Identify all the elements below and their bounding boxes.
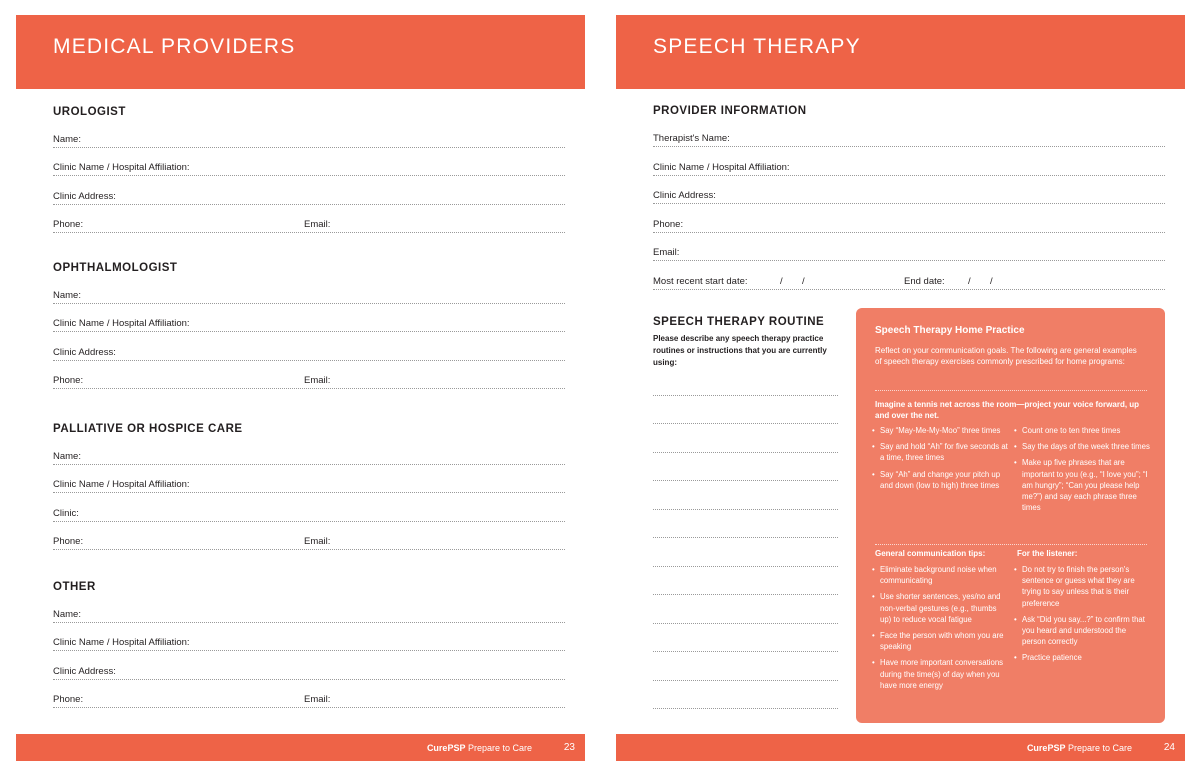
listener-list — [1014, 564, 1152, 669]
field-label: Name: — [53, 134, 81, 145]
therapist-name-field[interactable] — [653, 132, 1165, 147]
clinic-address-field[interactable] — [53, 190, 565, 205]
listener-heading: For the listener: — [1017, 549, 1078, 558]
clinic-address-field[interactable] — [53, 346, 565, 361]
email-field[interactable] — [653, 246, 1165, 261]
clinic-address-field[interactable] — [653, 189, 1165, 204]
phone-field[interactable] — [653, 218, 1165, 233]
list-item: • Use shorter sentences, yes/no and non-verbal gestures (e.g., thumbs up) to reduce vocal fatigue — [872, 591, 1008, 625]
phone-email-field[interactable] — [53, 693, 565, 708]
routine-answer-line[interactable] — [653, 566, 838, 567]
list-item: • Ask “Did you say...?” to confirm that you heard and understood the person correctly — [1014, 614, 1152, 648]
routine-answer-line[interactable] — [653, 509, 838, 510]
page-footer — [616, 734, 1185, 761]
name-field[interactable] — [53, 450, 565, 465]
routine-answer-line[interactable] — [653, 623, 838, 624]
field-label: Name: — [53, 451, 81, 462]
name-field[interactable] — [53, 608, 565, 623]
routine-answer-line[interactable] — [653, 480, 838, 481]
divider — [875, 390, 1147, 391]
field-label: Clinic Name / Hospital Affiliation: — [53, 637, 190, 648]
field-label: Phone: — [53, 219, 84, 230]
left-page — [16, 15, 585, 761]
list-item: • Have more important conversations during the time(s) of day when you have more energy — [872, 657, 1008, 691]
section-heading-routine: SPEECH THERAPY ROUTINE — [653, 316, 825, 328]
date-range-field[interactable] — [653, 275, 1165, 290]
list-item: • Count one to ten three times — [1014, 425, 1152, 436]
field-label: Phone: — [53, 694, 84, 705]
exercise-list-left — [872, 425, 1008, 496]
section-heading-urologist: UROLOGIST — [53, 106, 126, 118]
routine-answer-line[interactable] — [653, 537, 838, 538]
right-page — [616, 15, 1185, 761]
name-field[interactable] — [53, 133, 565, 148]
field-label: Phone: — [53, 536, 84, 547]
end-date-label: End date: — [904, 276, 945, 287]
tips-list — [872, 564, 1008, 696]
field-label: Clinic Address: — [653, 190, 716, 201]
field-label: Phone: — [653, 219, 684, 230]
section-heading-other: OTHER — [53, 581, 96, 593]
practice-intro: Reflect on your communication goals. The following are general examples of speech therapy exercises commonly prescribed for home programs: — [875, 346, 1137, 366]
clinic-field[interactable] — [53, 507, 565, 522]
footer-brand-suffix: Prepare to Care — [1065, 743, 1132, 753]
practice-title: Speech Therapy Home Practice — [875, 325, 1025, 336]
routine-answer-line[interactable] — [653, 452, 838, 453]
field-label: Phone: — [53, 375, 84, 386]
routine-answer-line[interactable] — [653, 395, 838, 396]
email-label: Email: — [304, 694, 331, 705]
section-heading-palliative: PALLIATIVE OR HOSPICE CARE — [53, 423, 243, 435]
field-label: Name: — [53, 609, 81, 620]
routine-answer-line[interactable] — [653, 594, 838, 595]
field-label: Name: — [53, 290, 81, 301]
footer-brand-suffix: Prepare to Care — [465, 743, 532, 753]
footer-brand-name: CurePSP — [426, 743, 466, 753]
list-item: • Practice patience — [1014, 652, 1152, 663]
routine-answer-line[interactable] — [653, 680, 838, 681]
list-item: • Do not try to finish the person's sentence or guess what they are trying to say unless that is their preference — [1014, 564, 1152, 609]
list-item: • Eliminate background noise when communicating — [872, 564, 1008, 586]
clinic-affiliation-field[interactable] — [53, 636, 565, 651]
page-number: 23 — [563, 742, 575, 753]
phone-email-field[interactable] — [53, 535, 565, 550]
routine-answer-line[interactable] — [653, 651, 838, 652]
routine-description: Please describe any speech therapy practice routines or instructions that you are currently using: — [653, 334, 827, 367]
list-item: • Say the days of the week three times — [1014, 441, 1152, 452]
phone-email-field[interactable] — [53, 374, 565, 389]
field-label: Clinic Name / Hospital Affiliation: — [653, 162, 790, 173]
field-label: Clinic: — [53, 508, 79, 519]
practice-subheading: Imagine a tennis net across the room—project your voice forward, up and over the net. — [875, 400, 1140, 420]
clinic-affiliation-field[interactable] — [53, 478, 565, 493]
field-label: Clinic Name / Hospital Affiliation: — [53, 479, 190, 490]
page-title: SPEECH THERAPY — [653, 35, 861, 58]
phone-email-field[interactable] — [53, 218, 565, 233]
section-heading-provider-info: PROVIDER INFORMATION — [653, 105, 807, 117]
date-slash: / — [802, 276, 805, 287]
field-label: Clinic Address: — [53, 347, 116, 358]
home-practice-box — [856, 308, 1165, 723]
routine-answer-line[interactable] — [653, 423, 838, 424]
tips-heading: General communication tips: — [875, 549, 986, 558]
page-header-band — [616, 15, 1185, 89]
footer-brand — [427, 743, 532, 753]
clinic-affiliation-field[interactable] — [53, 317, 565, 332]
date-slash: / — [780, 276, 783, 287]
email-label: Email: — [304, 536, 331, 547]
field-label: Email: — [653, 247, 680, 258]
list-item: • Say “May-Me-My-Moo” three times — [872, 425, 1008, 436]
list-item: • Say and hold “Ah” for five seconds at a time, three times — [872, 441, 1008, 463]
email-label: Email: — [304, 219, 331, 230]
date-slash: / — [968, 276, 971, 287]
field-label: Therapist's Name: — [653, 133, 730, 144]
field-label: Clinic Address: — [53, 191, 116, 202]
field-label: Clinic Name / Hospital Affiliation: — [53, 318, 190, 329]
page-footer — [16, 734, 585, 761]
field-label: Clinic Name / Hospital Affiliation: — [53, 162, 190, 173]
date-slash: / — [990, 276, 993, 287]
page-number: 24 — [1163, 742, 1175, 753]
list-item: • Say “Ah” and change your pitch up and down (low to high) three times — [872, 469, 1008, 491]
routine-answer-line[interactable] — [653, 708, 838, 709]
clinic-address-field[interactable] — [53, 665, 565, 680]
name-field[interactable] — [53, 289, 565, 304]
email-label: Email: — [304, 375, 331, 386]
list-item: • Make up five phrases that are important to you (e.g., “I love you”; “I am hungry”; “Can you please help me?”) and say each phrase three times — [1014, 457, 1152, 513]
page-title: MEDICAL PROVIDERS — [53, 35, 296, 58]
start-date-label: Most recent start date: — [653, 276, 748, 287]
clinic-affiliation-field[interactable] — [653, 161, 1165, 176]
divider — [875, 544, 1147, 545]
page-header-band — [16, 15, 585, 89]
clinic-affiliation-field[interactable] — [53, 161, 565, 176]
field-label: Clinic Address: — [53, 666, 116, 677]
section-heading-ophthalmologist: OPHTHALMOLOGIST — [53, 262, 178, 274]
footer-brand-name: CurePSP — [1026, 743, 1066, 753]
list-item: • Face the person with whom you are speaking — [872, 630, 1008, 652]
exercise-list-right — [1014, 425, 1152, 518]
footer-brand — [1027, 743, 1132, 753]
